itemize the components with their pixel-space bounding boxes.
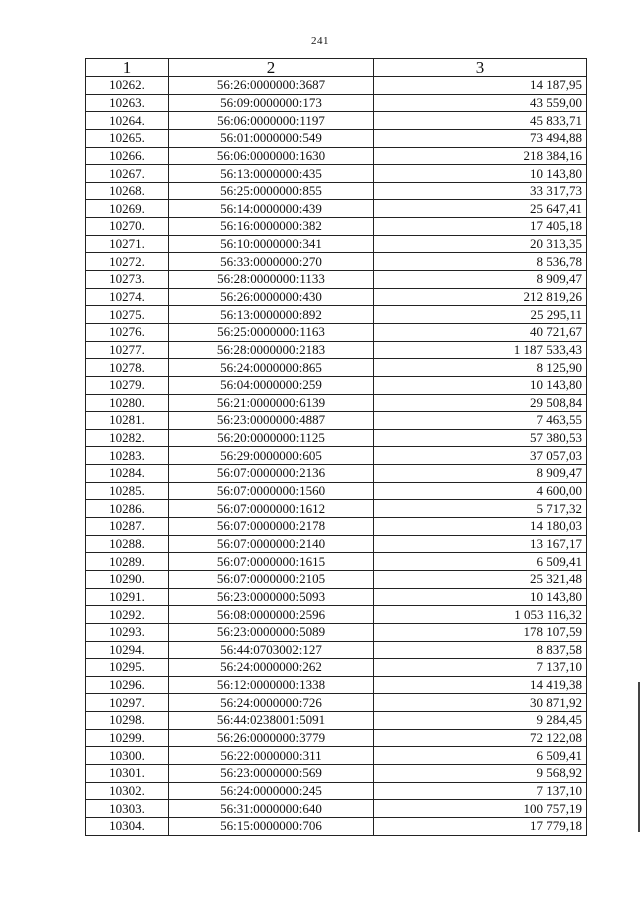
row-number-cell: 10273. (86, 271, 169, 289)
value-cell: 10 143,80 (374, 165, 587, 183)
value-cell: 57 380,53 (374, 429, 587, 447)
row-number-cell: 10285. (86, 482, 169, 500)
value-cell: 8 837,58 (374, 641, 587, 659)
row-number-cell: 10276. (86, 323, 169, 341)
table-row (86, 641, 587, 659)
table-row (86, 447, 587, 465)
column-header-1: 1 (86, 59, 169, 77)
cadastral-number-cell: 56:22:0000000:311 (169, 747, 374, 765)
value-cell: 8 125,90 (374, 359, 587, 377)
row-number-cell: 10292. (86, 606, 169, 624)
table-row (86, 800, 587, 818)
value-cell: 14 419,38 (374, 676, 587, 694)
cadastral-number-cell: 56:06:0000000:1630 (169, 147, 374, 165)
value-cell: 9 284,45 (374, 712, 587, 730)
table-row (86, 764, 587, 782)
row-number-cell: 10278. (86, 359, 169, 377)
row-number-cell: 10287. (86, 518, 169, 536)
row-number-cell: 10275. (86, 306, 169, 324)
row-number-cell: 10277. (86, 341, 169, 359)
row-number-cell: 10286. (86, 500, 169, 518)
table-row (86, 112, 587, 130)
cadastral-number-cell: 56:21:0000000:6139 (169, 394, 374, 412)
value-cell: 37 057,03 (374, 447, 587, 465)
table-row (86, 782, 587, 800)
cadastral-number-cell: 56:25:0000000:855 (169, 182, 374, 200)
cadastral-number-cell: 56:26:0000000:3687 (169, 77, 374, 95)
row-number-cell: 10280. (86, 394, 169, 412)
value-cell: 1 187 533,43 (374, 341, 587, 359)
value-cell: 1 053 116,32 (374, 606, 587, 624)
table-row (86, 253, 587, 271)
table-row (86, 147, 587, 165)
row-number-cell: 10289. (86, 553, 169, 571)
cadastral-number-cell: 56:23:0000000:4887 (169, 412, 374, 430)
table-row (86, 412, 587, 430)
table-row (86, 570, 587, 588)
row-number-cell: 10272. (86, 253, 169, 271)
value-cell: 212 819,26 (374, 288, 587, 306)
cadastral-number-cell: 56:01:0000000:549 (169, 129, 374, 147)
value-cell: 178 107,59 (374, 623, 587, 641)
cadastral-number-cell: 56:26:0000000:430 (169, 288, 374, 306)
column-header-3: 3 (374, 59, 587, 77)
cadastral-number-cell: 56:23:0000000:5089 (169, 623, 374, 641)
table-row (86, 218, 587, 236)
row-number-cell: 10297. (86, 694, 169, 712)
value-cell: 7 137,10 (374, 782, 587, 800)
cadastral-number-cell: 56:44:0703002:127 (169, 641, 374, 659)
row-number-cell: 10299. (86, 729, 169, 747)
value-cell: 14 180,03 (374, 518, 587, 536)
table-row (86, 376, 587, 394)
value-cell: 6 509,41 (374, 553, 587, 571)
row-number-cell: 10266. (86, 147, 169, 165)
table-row (86, 747, 587, 765)
cadastral-number-cell: 56:04:0000000:259 (169, 376, 374, 394)
value-cell: 10 143,80 (374, 588, 587, 606)
table-row (86, 94, 587, 112)
cadastral-number-cell: 56:25:0000000:1163 (169, 323, 374, 341)
cadastral-number-cell: 56:20:0000000:1125 (169, 429, 374, 447)
row-number-cell: 10291. (86, 588, 169, 606)
row-number-cell: 10274. (86, 288, 169, 306)
value-cell: 7 137,10 (374, 659, 587, 677)
value-cell: 8 536,78 (374, 253, 587, 271)
value-cell: 5 717,32 (374, 500, 587, 518)
value-cell: 20 313,35 (374, 235, 587, 253)
cadastral-number-cell: 56:24:0000000:262 (169, 659, 374, 677)
value-cell: 25 295,11 (374, 306, 587, 324)
cadastral-number-cell: 56:24:0000000:865 (169, 359, 374, 377)
cadastral-number-cell: 56:13:0000000:892 (169, 306, 374, 324)
row-number-cell: 10298. (86, 712, 169, 730)
table-row (86, 465, 587, 483)
value-cell: 14 187,95 (374, 77, 587, 95)
row-number-cell: 10269. (86, 200, 169, 218)
table-row (86, 323, 587, 341)
table-row (86, 271, 587, 289)
row-number-cell: 10267. (86, 165, 169, 183)
table-row (86, 394, 587, 412)
value-cell: 17 779,18 (374, 817, 587, 835)
row-number-cell: 10304. (86, 817, 169, 835)
value-cell: 10 143,80 (374, 376, 587, 394)
cadastral-number-cell: 56:24:0000000:726 (169, 694, 374, 712)
row-number-cell: 10301. (86, 764, 169, 782)
row-number-cell: 10300. (86, 747, 169, 765)
value-cell: 6 509,41 (374, 747, 587, 765)
table-row (86, 482, 587, 500)
table-row (86, 165, 587, 183)
table-row (86, 729, 587, 747)
cadastral-number-cell: 56:44:0238001:5091 (169, 712, 374, 730)
value-cell: 4 600,00 (374, 482, 587, 500)
cadastral-number-cell: 56:28:0000000:2183 (169, 341, 374, 359)
cadastral-number-cell: 56:10:0000000:341 (169, 235, 374, 253)
table-row (86, 341, 587, 359)
table-row (86, 623, 587, 641)
table-body (86, 77, 587, 836)
table-row (86, 659, 587, 677)
cadastral-number-cell: 56:07:0000000:1560 (169, 482, 374, 500)
row-number-cell: 10288. (86, 535, 169, 553)
value-cell: 13 167,17 (374, 535, 587, 553)
value-cell: 25 647,41 (374, 200, 587, 218)
cadastral-number-cell: 56:16:0000000:382 (169, 218, 374, 236)
cadastral-number-cell: 56:33:0000000:270 (169, 253, 374, 271)
table-row (86, 518, 587, 536)
cadastral-number-cell: 56:07:0000000:2178 (169, 518, 374, 536)
row-number-cell: 10283. (86, 447, 169, 465)
table-row (86, 77, 587, 95)
value-cell: 8 909,47 (374, 271, 587, 289)
cadastral-number-cell: 56:23:0000000:569 (169, 764, 374, 782)
table-row (86, 676, 587, 694)
value-cell: 30 871,92 (374, 694, 587, 712)
row-number-cell: 10271. (86, 235, 169, 253)
value-cell: 218 384,16 (374, 147, 587, 165)
table-row (86, 200, 587, 218)
table-row (86, 359, 587, 377)
value-cell: 9 568,92 (374, 764, 587, 782)
cadastral-number-cell: 56:24:0000000:245 (169, 782, 374, 800)
value-cell: 17 405,18 (374, 218, 587, 236)
row-number-cell: 10284. (86, 465, 169, 483)
registry-table (85, 58, 587, 836)
table-row (86, 535, 587, 553)
value-cell: 7 463,55 (374, 412, 587, 430)
cadastral-number-cell: 56:15:0000000:706 (169, 817, 374, 835)
cadastral-number-cell: 56:07:0000000:2136 (169, 465, 374, 483)
cadastral-number-cell: 56:23:0000000:5093 (169, 588, 374, 606)
cadastral-number-cell: 56:28:0000000:1133 (169, 271, 374, 289)
row-number-cell: 10264. (86, 112, 169, 130)
value-cell: 100 757,19 (374, 800, 587, 818)
row-number-cell: 10262. (86, 77, 169, 95)
table-row (86, 817, 587, 835)
cadastral-number-cell: 56:07:0000000:2140 (169, 535, 374, 553)
row-number-cell: 10293. (86, 623, 169, 641)
row-number-cell: 10281. (86, 412, 169, 430)
table-row (86, 306, 587, 324)
table-row (86, 129, 587, 147)
row-number-cell: 10294. (86, 641, 169, 659)
table-row (86, 553, 587, 571)
value-cell: 45 833,71 (374, 112, 587, 130)
value-cell: 25 321,48 (374, 570, 587, 588)
row-number-cell: 10303. (86, 800, 169, 818)
row-number-cell: 10265. (86, 129, 169, 147)
value-cell: 43 559,00 (374, 94, 587, 112)
column-header-2: 2 (169, 59, 374, 77)
table-row (86, 500, 587, 518)
cadastral-number-cell: 56:14:0000000:439 (169, 200, 374, 218)
row-number-cell: 10302. (86, 782, 169, 800)
table-row (86, 694, 587, 712)
row-number-cell: 10282. (86, 429, 169, 447)
value-cell: 29 508,84 (374, 394, 587, 412)
cadastral-number-cell: 56:06:0000000:1197 (169, 112, 374, 130)
row-number-cell: 10290. (86, 570, 169, 588)
row-number-cell: 10279. (86, 376, 169, 394)
table-header (86, 59, 587, 77)
cadastral-number-cell: 56:13:0000000:435 (169, 165, 374, 183)
cadastral-number-cell: 56:07:0000000:2105 (169, 570, 374, 588)
value-cell: 8 909,47 (374, 465, 587, 483)
value-cell: 73 494,88 (374, 129, 587, 147)
value-cell: 40 721,67 (374, 323, 587, 341)
cadastral-number-cell: 56:07:0000000:1612 (169, 500, 374, 518)
cadastral-number-cell: 56:09:0000000:173 (169, 94, 374, 112)
row-number-cell: 10263. (86, 94, 169, 112)
cadastral-number-cell: 56:12:0000000:1338 (169, 676, 374, 694)
row-number-cell: 10270. (86, 218, 169, 236)
row-number-cell: 10268. (86, 182, 169, 200)
cadastral-number-cell: 56:08:0000000:2596 (169, 606, 374, 624)
header-row (86, 59, 587, 77)
cadastral-number-cell: 56:29:0000000:605 (169, 447, 374, 465)
value-cell: 33 317,73 (374, 182, 587, 200)
cadastral-number-cell: 56:07:0000000:1615 (169, 553, 374, 571)
table-row (86, 429, 587, 447)
table-row (86, 288, 587, 306)
table-row (86, 588, 587, 606)
table-row (86, 235, 587, 253)
value-cell: 72 122,08 (374, 729, 587, 747)
cadastral-number-cell: 56:31:0000000:640 (169, 800, 374, 818)
cadastral-number-cell: 56:26:0000000:3779 (169, 729, 374, 747)
table-row (86, 606, 587, 624)
page-number: 241 (311, 35, 329, 47)
table-row (86, 182, 587, 200)
row-number-cell: 10295. (86, 659, 169, 677)
table-row (86, 712, 587, 730)
row-number-cell: 10296. (86, 676, 169, 694)
